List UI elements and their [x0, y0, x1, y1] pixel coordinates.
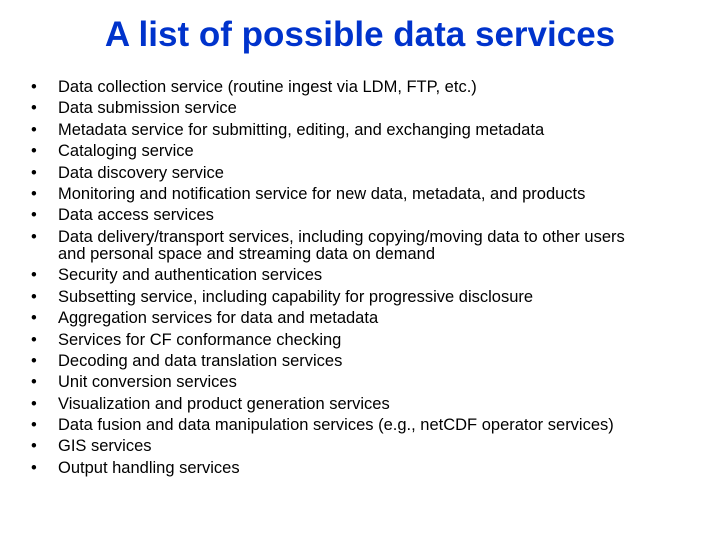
bullet-icon: •: [31, 351, 37, 370]
list-item-text: Cataloging service: [58, 142, 194, 161]
list-item: [25, 396, 705, 413]
list-item: [25, 229, 705, 263]
list-item-text: Unit conversion services: [58, 373, 237, 392]
bullet-icon: •: [31, 373, 37, 392]
list-item: [25, 374, 705, 391]
list-item-text: Services for CF conformance checking: [58, 330, 342, 349]
bullet-icon: •: [31, 416, 37, 435]
list-item-text: GIS services: [58, 437, 152, 456]
bullet-icon: •: [31, 287, 37, 306]
list-item-text: Data submission service: [58, 99, 237, 118]
list-item: [25, 267, 705, 284]
list-item-text: Aggregation services for data and metadata: [58, 309, 379, 328]
list-item-text: Subsetting service, including capability for progressive disclosure: [58, 287, 534, 306]
list-item-text: Data access services: [58, 206, 214, 225]
list-item: [25, 186, 705, 203]
list-item: [25, 100, 705, 117]
list-item-text: Output handling services: [58, 458, 240, 477]
bullet-icon: •: [31, 309, 37, 328]
list-item: [25, 310, 705, 327]
list-item-text: Data fusion and data manipulation services (e.g., netCDF operator services): [58, 416, 614, 435]
list-item-text: Monitoring and notification service for new data, metadata, and products: [58, 184, 586, 203]
list-item-text: Visualization and product generation services: [58, 394, 390, 413]
list-item: [25, 332, 705, 349]
list-item-text: Security and authentication services: [58, 266, 323, 285]
bullet-icon: •: [31, 266, 37, 285]
list-item: [25, 289, 705, 306]
list-item: [25, 438, 705, 455]
bullet-list: [25, 79, 705, 481]
list-item: [25, 417, 705, 434]
bullet-icon: •: [31, 120, 37, 139]
bullet-icon: •: [31, 99, 37, 118]
list-item: [25, 122, 705, 139]
list-item: [25, 79, 705, 96]
bullet-icon: •: [31, 206, 37, 225]
bullet-icon: •: [31, 330, 37, 349]
bullet-icon: •: [31, 458, 37, 477]
list-item: [25, 460, 705, 477]
list-item: [25, 143, 705, 160]
bullet-icon: •: [31, 163, 37, 182]
list-item-text: Data collection service (routine ingest via LDM, FTP, etc.): [58, 78, 477, 96]
bullet-icon: •: [31, 394, 37, 413]
bullet-icon: •: [31, 142, 37, 161]
bullet-icon: •: [31, 227, 37, 246]
bullet-icon: •: [31, 437, 37, 456]
bullet-icon: •: [31, 184, 37, 203]
list-item: [25, 353, 705, 370]
list-item-text: Metadata service for submitting, editing, and exchanging metadata: [58, 120, 545, 139]
list-item: [25, 165, 705, 182]
slide-title: A list of possible data services: [104, 15, 616, 54]
list-item-text: Decoding and data translation services: [58, 351, 343, 370]
list-item-text: Data delivery/transport services, including copying/moving data to other users and personal space and streaming data on demand: [58, 227, 625, 263]
list-item-text: Data discovery service: [58, 163, 224, 182]
list-item: [25, 207, 705, 224]
bullet-icon: •: [31, 78, 37, 96]
